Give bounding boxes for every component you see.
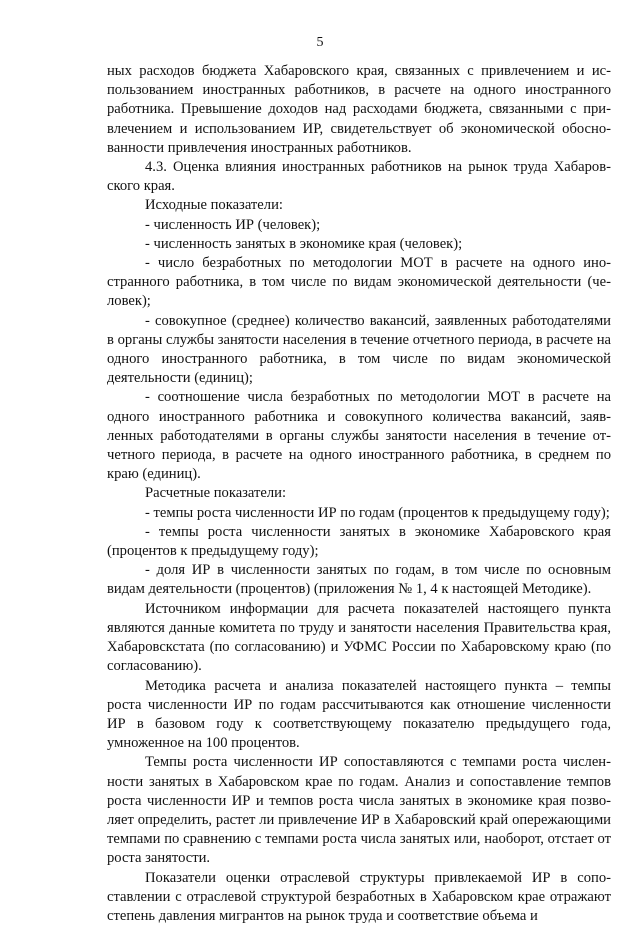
list-item: - темпы роста численности занятых в экономике Хабаровского края (процентов к предыдущему году); [107, 523, 611, 560]
paragraph: Темпы роста численности ИР сопоставляются с темпами роста численности занятых в Хабаровском крае по годам. Анализ и сопоставление темпов роста численности ИР и темпов роста числа занятых в экономике края позволяет определить, растет ли привлечение ИР в Хабаровский край опережающими темпами по сравнению с темпами роста числа занятых или, наоборот, отстает от роста занятости. [107, 754, 611, 867]
list-item: - доля ИР в численности занятых по годам, в том числе по основным видам деятельности (процентов) (приложения № 1, 4 к настоящей Методике). [107, 562, 611, 598]
document-body [107, 62, 611, 926]
list-item: - число безработных по методологии МОТ в расчете на одного иностранного работника, в том числе по видам экономической деятельности (человек); [107, 255, 611, 310]
paragraph: Расчетные показатели: [145, 485, 287, 502]
paragraph: Исходные показатели: [145, 197, 283, 214]
list-item: - соотношение числа безработных по методологии МОТ в расчете на одного иностранного работника и совокупного количества вакансий, заявленных работодателями в органы службы занятости населения в течение отчетного периода, в расчете на одного иностранного работника, в среднем по краю (единиц). [107, 389, 611, 483]
paragraph: Показатели оценки отраслевой структуры привлекаемой ИР в сопоставлении с отраслевой структурой безработных в Хабаровском крае отражают степень давления мигрантов на рынок труда и соответствие объема и [107, 869, 611, 924]
list-item: - численность занятых в экономике края (человек); [145, 235, 463, 252]
list-item: - совокупное (среднее) количество вакансий, заявленных работодателями в органы службы занятости населения в течение отчетного периода, в расчете на одного иностранного работника, в том числе по видам экономической деятельности (единиц); [107, 312, 611, 387]
list-item: - численность ИР (человек); [145, 216, 321, 233]
paragraph: Методика расчета и анализа показателей настоящего пункта – темпы роста численности ИР по годам рассчитываются как отношение численности ИР в базовом году к соответствующему показателю предыдущего года, умноженное на 100 процентов. [107, 677, 611, 752]
page-number: 5 [316, 35, 324, 50]
paragraph: Источником информации для расчета показателей настоящего пункта являются данные комитета по труду и занятости населения Правительства края, Хабаровскстата (по согласованию) и УФМС России по Хабаровскому краю (по согласованию). [107, 600, 611, 675]
section-heading: 4.3. Оценка влияния иностранных работников на рынок труда Хабаровского края. [107, 159, 611, 195]
list-item: - темпы роста численности ИР по годам (процентов к предыдущему году); [145, 504, 610, 521]
paragraph: ных расходов бюджета Хабаровского края, связанных с привлечением и использованием иностранных работников, в расчете на одного иностранного работника. Превышение доходов над расходами бюджета, связанными с привлечением и использованием ИР, свидетельствует об экономической обоснованности привлечения иностранных работников. [107, 63, 611, 156]
